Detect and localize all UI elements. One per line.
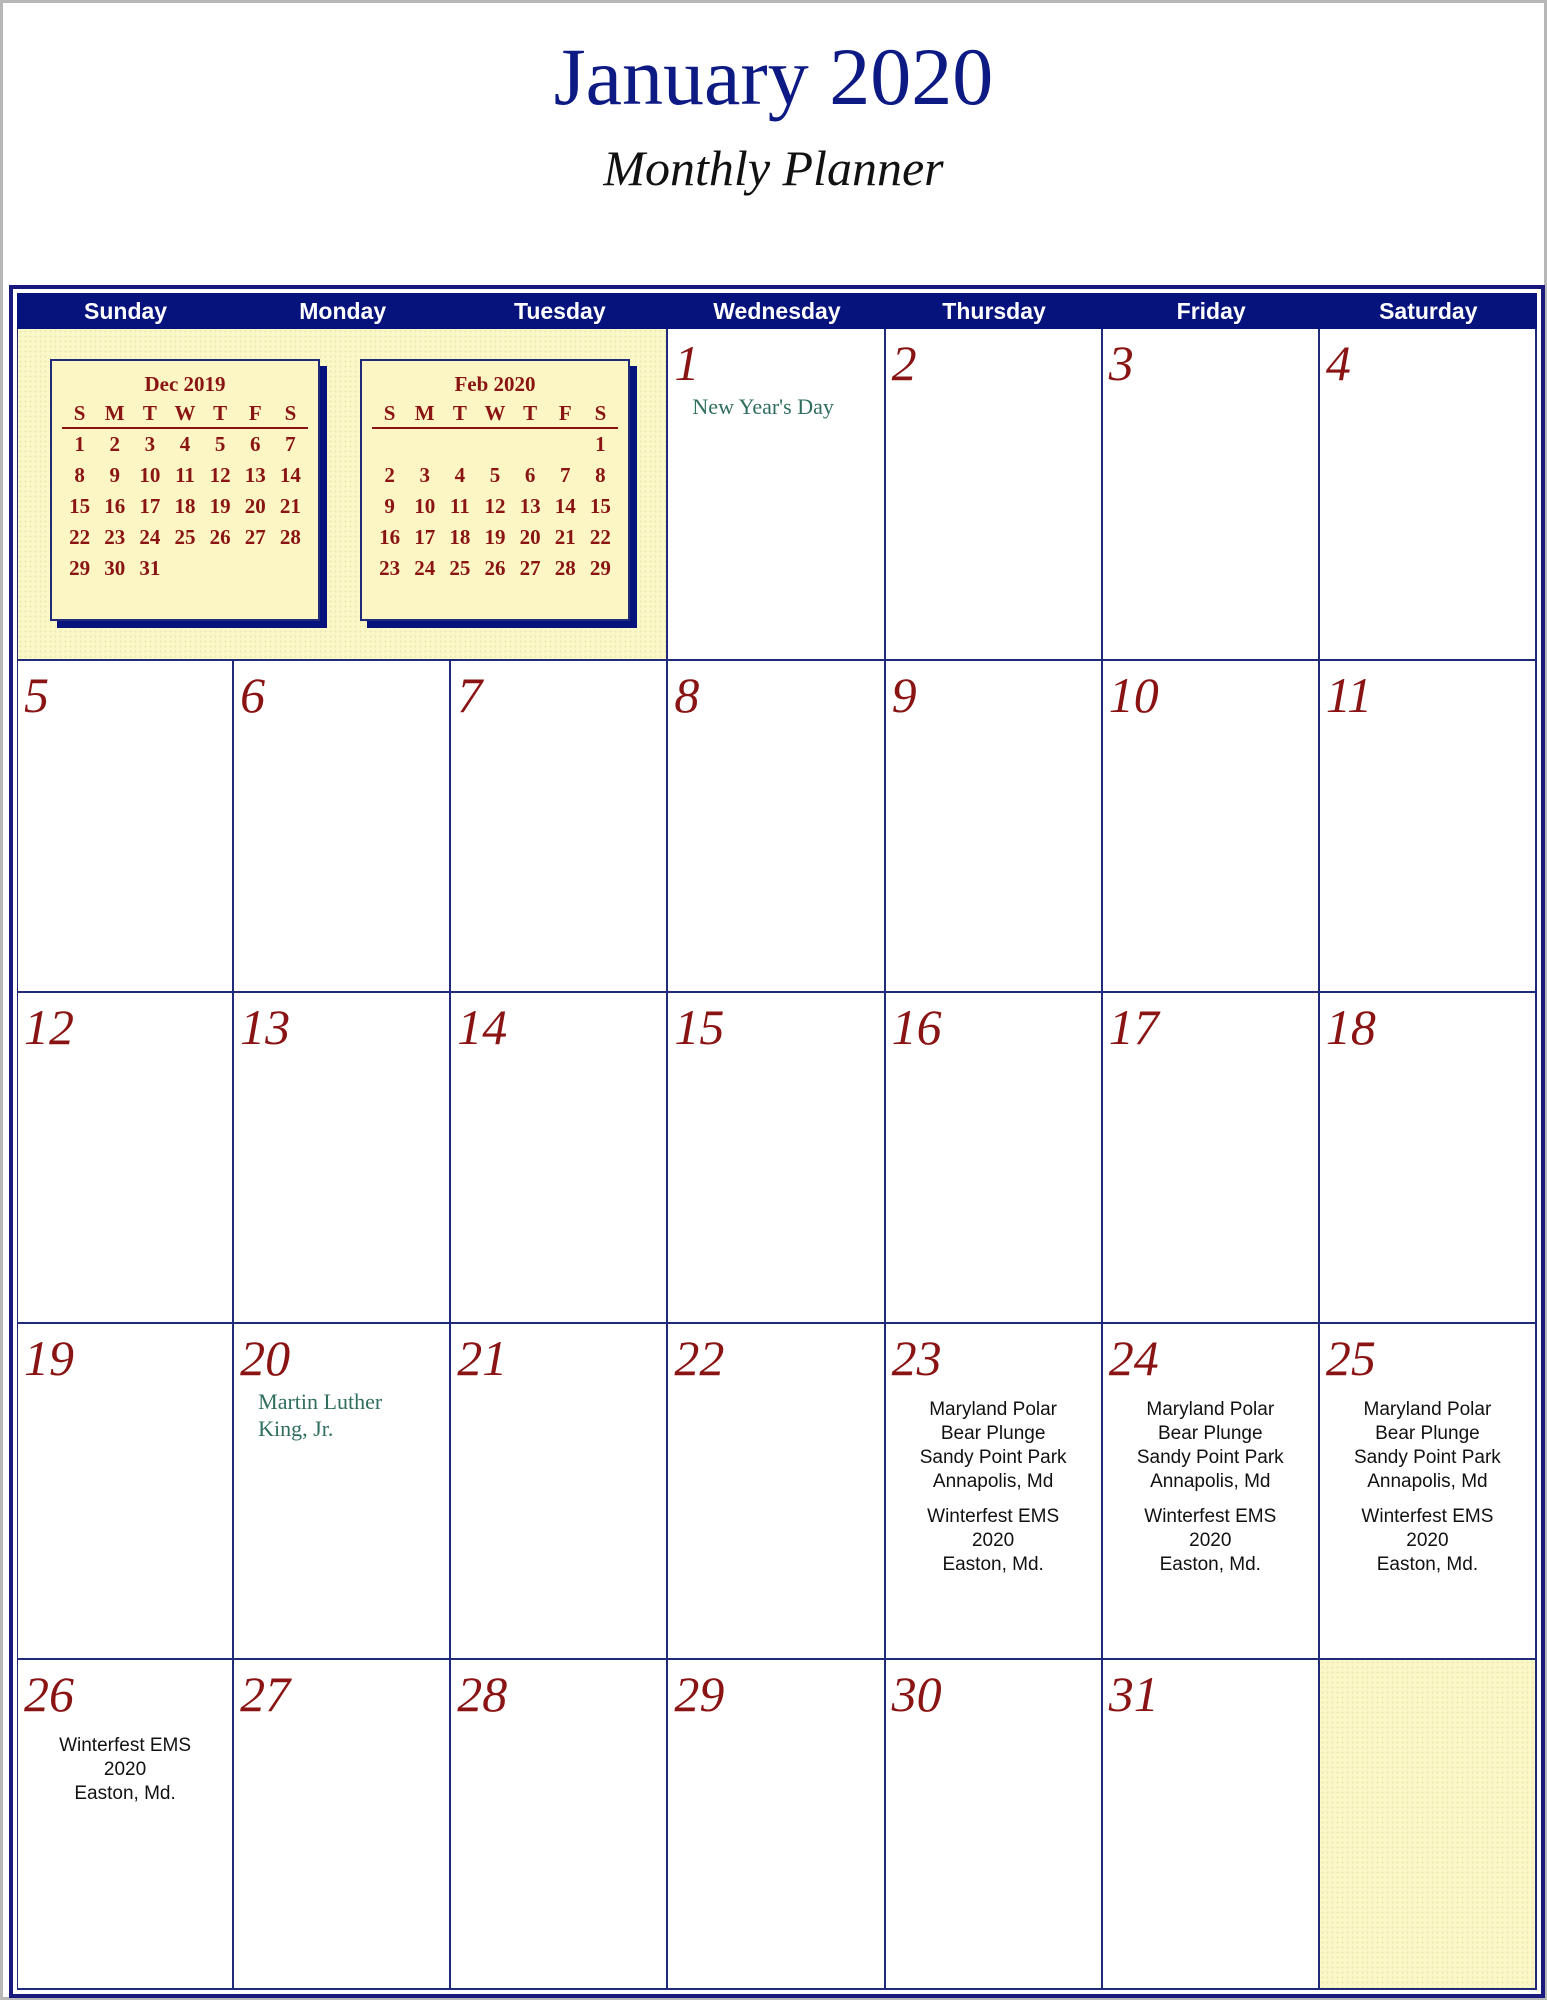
mini-calendar-grid — [62, 399, 308, 584]
day-cell-4[interactable] — [1320, 329, 1537, 661]
day-cell-12[interactable] — [17, 993, 234, 1324]
day-cell-27[interactable] — [234, 1660, 451, 1990]
mini-calendar-grid — [372, 399, 618, 584]
mini-day: 23 — [379, 556, 401, 580]
weekday-saturday: Saturday — [1379, 298, 1478, 324]
planner-header — [3, 3, 1544, 285]
event-list — [1320, 1398, 1535, 1588]
day-number: 23 — [891, 1330, 942, 1386]
day-number: 26 — [24, 1666, 74, 1722]
mini-weekday-label: S — [583, 399, 618, 429]
page-title: January 2020 — [553, 31, 994, 122]
mini-day: 27 — [519, 556, 541, 580]
day-number: 11 — [1325, 667, 1373, 723]
mini-day: 26 — [484, 556, 506, 580]
mini-day: 28 — [279, 525, 301, 549]
day-number: 7 — [457, 667, 483, 723]
page-subtitle: Monthly Planner — [603, 140, 944, 196]
day-number: 27 — [240, 1666, 291, 1722]
event-list — [886, 1398, 1101, 1588]
mini-weekday-label: S — [372, 399, 407, 429]
day-cell-1[interactable] — [668, 329, 885, 661]
mini-day: 1 — [595, 432, 606, 456]
day-number: 18 — [1325, 999, 1376, 1055]
mini-day: 19 — [484, 525, 506, 549]
mini-weekday-label: M — [97, 399, 132, 429]
mini-day: 21 — [554, 525, 576, 549]
day-number: 10 — [1108, 667, 1159, 723]
day-cell-21[interactable] — [451, 1324, 668, 1660]
mini-day: 15 — [589, 494, 611, 518]
mini-weekday-label: W — [477, 399, 512, 429]
day-cell-16[interactable] — [886, 993, 1103, 1324]
mini-day: 12 — [484, 494, 506, 518]
mini-day: 20 — [519, 525, 541, 549]
day-number: 25 — [1325, 1330, 1376, 1386]
day-number: 19 — [24, 1330, 74, 1386]
day-cell-20[interactable] — [234, 1324, 451, 1660]
day-cell-8[interactable] — [668, 661, 885, 993]
event-entry[interactable]: Winterfest EMS 2020 Easton, Md. — [1144, 1506, 1277, 1575]
day-number: 15 — [674, 999, 725, 1055]
mini-calendar-title: Feb 2020 — [454, 372, 536, 396]
mini-day: 15 — [69, 494, 91, 518]
month-calendar — [9, 285, 1545, 1998]
mini-day: 6 — [524, 463, 536, 487]
mini-day: 4 — [454, 463, 466, 487]
mini-day: 8 — [595, 463, 606, 487]
day-cell-19[interactable] — [17, 1324, 234, 1660]
day-cell-30[interactable] — [886, 1660, 1103, 1990]
day-number: 24 — [1108, 1330, 1159, 1386]
day-number: 1 — [674, 335, 700, 391]
mini-day: 22 — [589, 525, 611, 549]
mini-day — [372, 429, 407, 460]
event-list — [18, 1734, 232, 1817]
mini-weekday-label: M — [407, 399, 442, 429]
day-cell-25[interactable] — [1320, 1324, 1537, 1660]
mini-weekday-label: T — [513, 399, 548, 429]
mini-day: 8 — [74, 463, 85, 487]
mini-day: 24 — [414, 556, 436, 580]
mini-day: 26 — [209, 525, 231, 549]
mini-day: 10 — [139, 463, 161, 487]
mini-day: 21 — [279, 494, 301, 518]
mini-day — [273, 553, 308, 584]
day-number: 31 — [1108, 1666, 1159, 1722]
day-cell-15[interactable] — [668, 993, 885, 1324]
mini-day: 19 — [209, 494, 231, 518]
day-number: 13 — [240, 999, 291, 1055]
day-cell-2[interactable] — [886, 329, 1103, 661]
mini-weekday-label: W — [167, 399, 202, 429]
mini-weekday-label: S — [62, 399, 97, 429]
mini-day: 17 — [139, 494, 161, 518]
mini-day: 2 — [384, 463, 395, 487]
mini-day — [442, 429, 477, 460]
mini-day: 27 — [244, 525, 266, 549]
event-entry[interactable]: Winterfest EMS 2020 Easton, Md. — [1361, 1506, 1494, 1575]
mini-day: 4 — [179, 432, 191, 456]
mini-day: 17 — [414, 525, 436, 549]
weekday-thursday: Thursday — [942, 298, 1046, 324]
mini-day: 14 — [554, 494, 576, 518]
day-number: 8 — [674, 667, 700, 723]
mini-day: 1 — [74, 432, 85, 456]
day-cell-10[interactable] — [1103, 661, 1320, 993]
mini-calendar-area — [17, 329, 668, 661]
day-number: 21 — [457, 1330, 508, 1386]
mini-day: 29 — [589, 556, 611, 580]
mini-day: 24 — [139, 525, 161, 549]
mini-day — [513, 429, 548, 460]
weekday-monday: Monday — [299, 298, 387, 324]
mini-day: 6 — [250, 432, 261, 456]
mini-day: 16 — [104, 494, 126, 518]
mini-day: 31 — [139, 556, 161, 580]
day-number: 16 — [891, 999, 942, 1055]
day-cell-11[interactable] — [1320, 661, 1537, 993]
mini-day: 7 — [560, 463, 571, 487]
day-number: 30 — [891, 1666, 942, 1722]
day-cell-3[interactable] — [1103, 329, 1320, 661]
day-number: 12 — [24, 999, 74, 1055]
mini-day — [407, 429, 442, 460]
mini-weekday-label: T — [442, 399, 477, 429]
mini-day: 25 — [449, 556, 471, 580]
mini-day: 10 — [414, 494, 436, 518]
mini-day — [238, 553, 273, 584]
mini-day: 16 — [379, 525, 401, 549]
day-cell-5[interactable] — [17, 661, 234, 993]
trailing-empty-cell — [1320, 1660, 1537, 1990]
mini-weekday-label: T — [132, 399, 167, 429]
mini-day: 7 — [285, 432, 296, 456]
mini-day — [548, 429, 583, 460]
event-entry[interactable]: Winterfest EMS 2020 Easton, Md. — [927, 1506, 1060, 1575]
mini-day: 18 — [449, 525, 471, 549]
day-number: 2 — [891, 335, 917, 391]
day-number: 17 — [1108, 999, 1159, 1055]
mini-calendar-next — [360, 359, 630, 621]
weekday-friday: Friday — [1176, 298, 1246, 324]
mini-calendar-previous — [50, 359, 320, 621]
event-entry[interactable]: Maryland Polar Bear Plunge Sandy Point Park Annapolis, Md — [1136, 1399, 1284, 1492]
mini-weekday-label: F — [238, 399, 273, 429]
mini-calendar-title: Dec 2019 — [144, 372, 226, 396]
mini-day: 30 — [104, 556, 126, 580]
weekday-sunday: Sunday — [84, 298, 168, 324]
mini-day: 11 — [175, 463, 195, 487]
day-cell-23[interactable] — [886, 1324, 1103, 1660]
event-entry[interactable]: Winterfest EMS 2020 Easton, Md. — [59, 1735, 192, 1804]
day-cell-24[interactable] — [1103, 1324, 1320, 1660]
day-cell-28[interactable] — [451, 1660, 668, 1990]
holiday-label: Martin Luther King, Jr. — [258, 1389, 383, 1441]
mini-day: 22 — [69, 525, 91, 549]
day-cell-26[interactable] — [17, 1660, 234, 1990]
day-cell-22[interactable] — [668, 1324, 885, 1660]
mini-day: 11 — [449, 494, 470, 518]
mini-day — [477, 429, 512, 460]
calendar-grid — [17, 329, 1537, 1990]
day-cell-13[interactable] — [234, 993, 451, 1324]
event-entry[interactable]: Maryland Polar Bear Plunge Sandy Point Park Annapolis, Md — [919, 1399, 1067, 1492]
mini-day: 29 — [69, 556, 91, 580]
mini-day — [167, 553, 202, 584]
mini-weekday-label: T — [203, 399, 238, 429]
day-number: 5 — [24, 667, 49, 723]
mini-day: 13 — [519, 494, 541, 518]
mini-day: 28 — [554, 556, 576, 580]
day-number: 9 — [891, 667, 917, 723]
mini-day: 13 — [244, 463, 266, 487]
day-number: 6 — [240, 667, 266, 723]
day-number: 29 — [674, 1666, 725, 1722]
weekday-tuesday: Tuesday — [514, 298, 606, 324]
mini-day: 25 — [174, 525, 196, 549]
mini-day: 2 — [109, 432, 120, 456]
day-cell-14[interactable] — [451, 993, 668, 1324]
mini-day: 3 — [419, 463, 430, 487]
mini-day: 9 — [109, 463, 120, 487]
holiday-label: New Year's Day — [692, 394, 834, 419]
day-cell-31[interactable] — [1103, 1660, 1320, 1990]
day-number: 28 — [457, 1666, 508, 1722]
mini-day: 5 — [489, 463, 501, 487]
weekday-wednesday: Wednesday — [713, 298, 841, 324]
day-number: 14 — [457, 999, 508, 1055]
day-cell-18[interactable] — [1320, 993, 1537, 1324]
mini-weekday-label: S — [273, 399, 308, 429]
mini-day — [203, 553, 238, 584]
weekday-header-row — [17, 293, 1537, 329]
mini-day: 20 — [244, 494, 266, 518]
mini-day: 3 — [144, 432, 156, 456]
day-number: 22 — [674, 1330, 725, 1386]
mini-day: 23 — [104, 525, 126, 549]
day-number: 4 — [1325, 335, 1351, 391]
mini-day: 5 — [214, 432, 226, 456]
event-list — [1103, 1398, 1318, 1588]
mini-day: 12 — [209, 463, 231, 487]
day-cell-29[interactable] — [668, 1660, 885, 1990]
mini-day: 9 — [384, 494, 395, 518]
day-cell-17[interactable] — [1103, 993, 1320, 1324]
event-entry[interactable]: Maryland Polar Bear Plunge Sandy Point Park Annapolis, Md — [1354, 1399, 1501, 1492]
mini-day: 14 — [279, 463, 301, 487]
day-cell-7[interactable] — [451, 661, 668, 993]
day-number: 20 — [240, 1330, 291, 1386]
day-cell-6[interactable] — [234, 661, 451, 993]
mini-weekday-label: F — [548, 399, 583, 429]
mini-day: 18 — [174, 494, 196, 518]
day-cell-9[interactable] — [886, 661, 1103, 993]
day-number: 3 — [1108, 335, 1134, 391]
